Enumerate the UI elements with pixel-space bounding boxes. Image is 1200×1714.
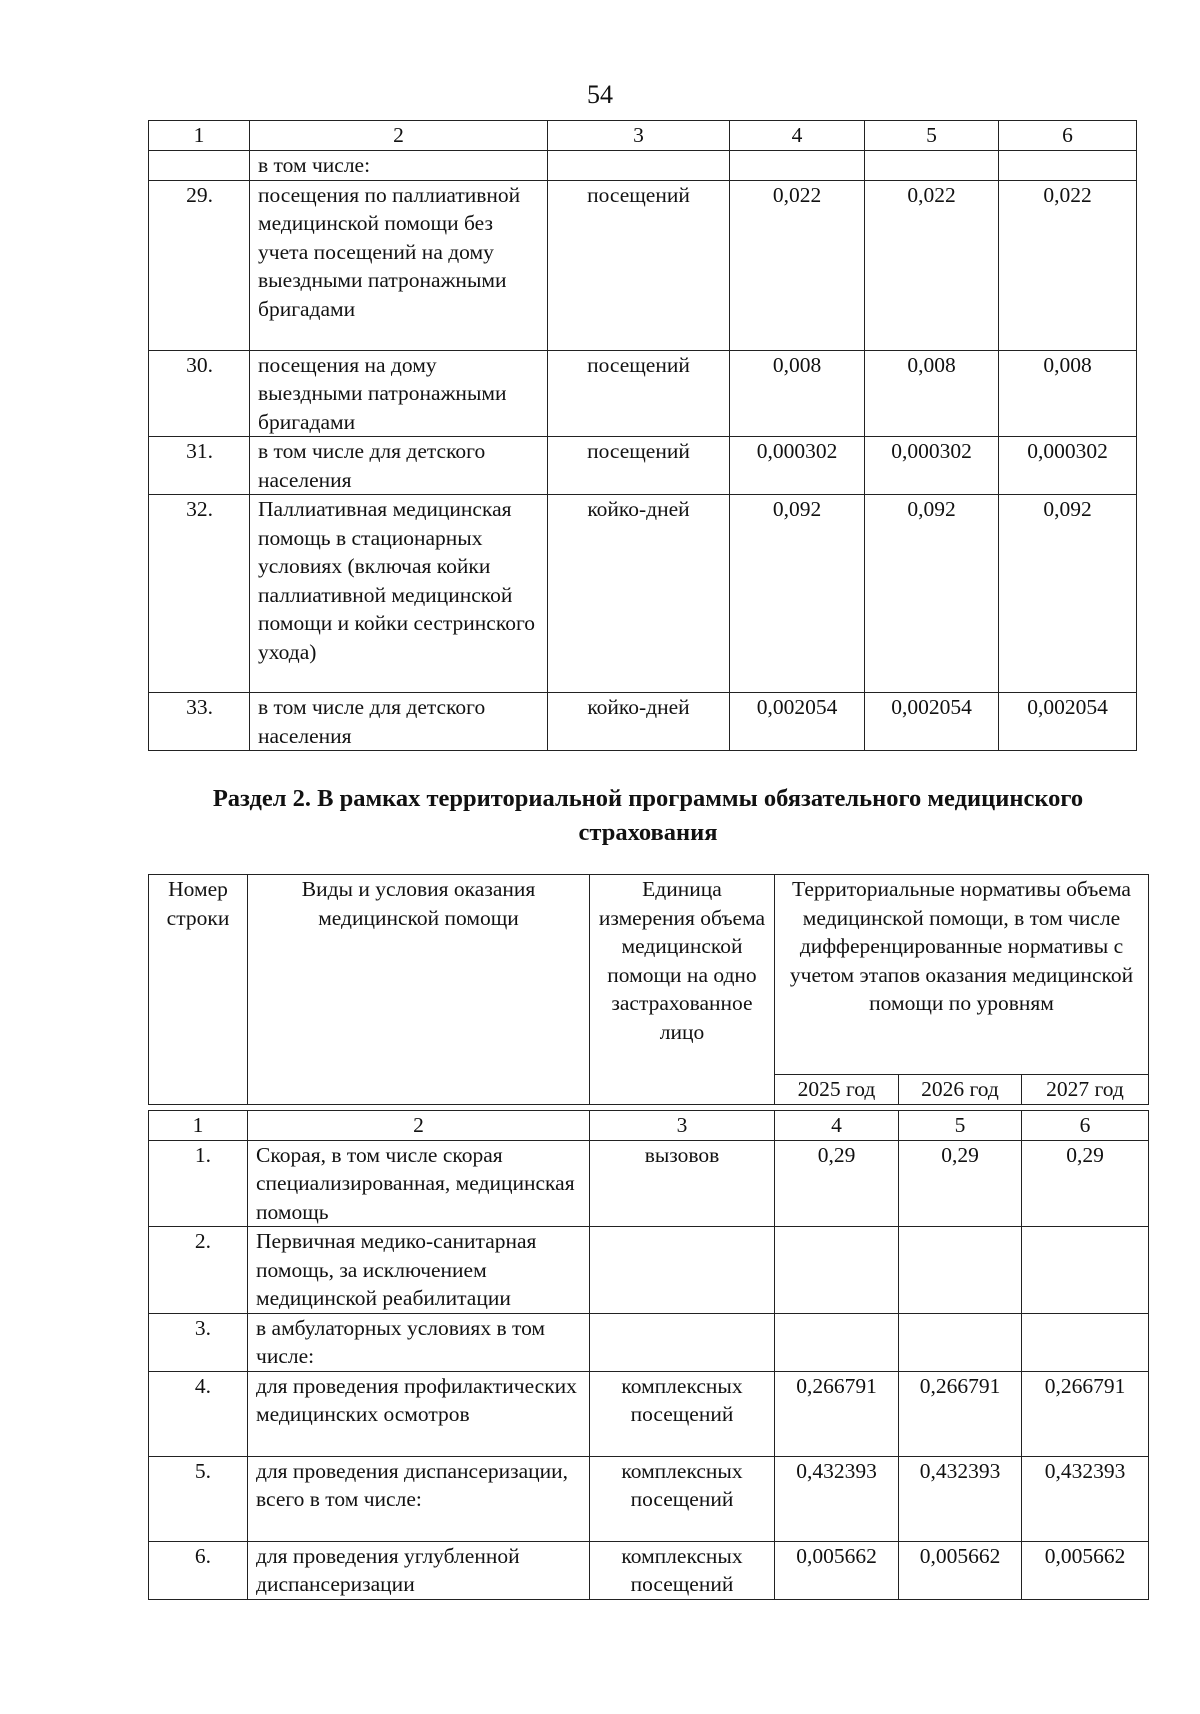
row-unit: посещений xyxy=(548,350,730,437)
row-number: 2. xyxy=(149,1227,248,1314)
row-number xyxy=(149,151,250,181)
row-value-2027: 0,005662 xyxy=(1022,1541,1149,1599)
row-number: 5. xyxy=(149,1456,248,1541)
row-value-2027 xyxy=(999,151,1137,181)
row-value-2025: 0,000302 xyxy=(730,437,865,495)
table-row xyxy=(149,1313,1149,1371)
table-row xyxy=(149,1140,1149,1227)
row-name: Скорая, в том числе скорая специализированная, медицинская помощь xyxy=(248,1140,590,1227)
row-value-2026: 0,002054 xyxy=(865,693,999,751)
row-value-2027 xyxy=(1022,1227,1149,1314)
head-year-2027: 2027 год xyxy=(1022,1075,1149,1105)
head-row-number: Номер строки xyxy=(149,875,248,1105)
row-value-2027: 0,29 xyxy=(1022,1140,1149,1227)
row-number: 32. xyxy=(149,495,250,693)
row-value-2026 xyxy=(899,1227,1022,1314)
row-value-2027 xyxy=(1022,1313,1149,1371)
row-value-2027: 0,000302 xyxy=(999,437,1137,495)
table2-header-col3: 3 xyxy=(590,1111,775,1141)
row-value-2026: 0,008 xyxy=(865,350,999,437)
row-number: 4. xyxy=(149,1371,248,1456)
row-number: 31. xyxy=(149,437,250,495)
row-value-2025: 0,266791 xyxy=(775,1371,899,1456)
row-unit: комплексных посещений xyxy=(590,1541,775,1599)
row-value-2025 xyxy=(775,1227,899,1314)
row-value-2027: 0,008 xyxy=(999,350,1137,437)
row-unit: посещений xyxy=(548,437,730,495)
table-section2 xyxy=(148,1110,1149,1600)
row-value-2026: 0,000302 xyxy=(865,437,999,495)
row-value-2026: 0,022 xyxy=(865,180,999,350)
row-number: 6. xyxy=(149,1541,248,1599)
head-norms: Территориальные нормативы объема медицинской помощи, в том числе дифференцированные нормативы с учетом этапов оказания медицинской помощи по уровням xyxy=(775,875,1149,1075)
row-name: для проведения углубленной диспансеризации xyxy=(248,1541,590,1599)
row-name: для проведения диспансеризации, всего в том числе: xyxy=(248,1456,590,1541)
row-unit: койко-дней xyxy=(548,693,730,751)
table2-header-col5: 5 xyxy=(899,1111,1022,1141)
row-value-2026 xyxy=(899,1313,1022,1371)
row-value-2027: 0,432393 xyxy=(1022,1456,1149,1541)
table-row xyxy=(149,495,1137,693)
table-row xyxy=(149,151,1137,181)
row-number: 33. xyxy=(149,693,250,751)
row-name: посещения на дому выездными патронажными бригадами xyxy=(250,350,548,437)
table2-header-col4: 4 xyxy=(775,1111,899,1141)
table-row xyxy=(149,1371,1149,1456)
row-number: 3. xyxy=(149,1313,248,1371)
table1-header-col4: 4 xyxy=(730,121,865,151)
table2-header-col2: 2 xyxy=(248,1111,590,1141)
row-value-2025: 0,005662 xyxy=(775,1541,899,1599)
table2-header-col6: 6 xyxy=(1022,1111,1149,1141)
table-row xyxy=(149,1227,1149,1314)
row-value-2025: 0,432393 xyxy=(775,1456,899,1541)
row-value-2027: 0,022 xyxy=(999,180,1137,350)
row-name: в том числе для детского населения xyxy=(250,437,548,495)
row-name: в том числе для детского населения xyxy=(250,693,548,751)
row-value-2025: 0,29 xyxy=(775,1140,899,1227)
row-unit: вызовов xyxy=(590,1140,775,1227)
row-unit xyxy=(590,1227,775,1314)
row-value-2026: 0,092 xyxy=(865,495,999,693)
row-unit xyxy=(548,151,730,181)
row-value-2025: 0,002054 xyxy=(730,693,865,751)
table-row xyxy=(149,1541,1149,1599)
row-name: для проведения профилактических медицинских осмотров xyxy=(248,1371,590,1456)
row-number: 30. xyxy=(149,350,250,437)
table-row xyxy=(149,437,1137,495)
table1-header-col3: 3 xyxy=(548,121,730,151)
table-row xyxy=(149,180,1137,350)
row-value-2025: 0,022 xyxy=(730,180,865,350)
row-unit xyxy=(590,1313,775,1371)
row-unit: койко-дней xyxy=(548,495,730,693)
table-section1 xyxy=(148,120,1137,751)
section2-title: Раздел 2. В рамках территориальной программы обязательного медицинского страхования xyxy=(212,785,1084,846)
row-value-2027: 0,266791 xyxy=(1022,1371,1149,1456)
row-unit: посещений xyxy=(548,180,730,350)
table-row xyxy=(149,350,1137,437)
table2-header-row xyxy=(149,1111,1149,1141)
head-unit: Единица измерения объема медицинской помощи на одно застрахованное лицо xyxy=(590,875,775,1105)
row-number: 29. xyxy=(149,180,250,350)
head-year-2026: 2026 год xyxy=(899,1075,1022,1105)
table1-header-col6: 6 xyxy=(999,121,1137,151)
table1-header-col2: 2 xyxy=(250,121,548,151)
row-value-2026 xyxy=(865,151,999,181)
table-row xyxy=(149,693,1137,751)
row-name: в амбулаторных условиях в том числе: xyxy=(248,1313,590,1371)
row-value-2025: 0,008 xyxy=(730,350,865,437)
head-year-2025: 2025 год xyxy=(775,1075,899,1105)
head-care-type: Виды и условия оказания медицинской помощи xyxy=(248,875,590,1105)
table1-header-col1: 1 xyxy=(149,121,250,151)
row-value-2026: 0,266791 xyxy=(899,1371,1022,1456)
row-value-2026: 0,29 xyxy=(899,1140,1022,1227)
table1-header-col5: 5 xyxy=(865,121,999,151)
table-section2-head xyxy=(148,874,1149,1105)
row-value-2026: 0,005662 xyxy=(899,1541,1022,1599)
table2-header-col1: 1 xyxy=(149,1111,248,1141)
row-value-2027: 0,002054 xyxy=(999,693,1137,751)
row-number: 1. xyxy=(149,1140,248,1227)
table-row xyxy=(149,1456,1149,1541)
row-value-2026: 0,432393 xyxy=(899,1456,1022,1541)
page-number: 54 xyxy=(587,80,613,109)
row-value-2025: 0,092 xyxy=(730,495,865,693)
table1-header-row xyxy=(149,121,1137,151)
row-unit: комплексных посещений xyxy=(590,1456,775,1541)
row-name: посещения по паллиативной медицинской помощи без учета посещений на дому выездными патронажными бригадами xyxy=(250,180,548,350)
row-name: Первичная медико-санитарная помощь, за исключением медицинской реабилитации xyxy=(248,1227,590,1314)
row-value-2025 xyxy=(775,1313,899,1371)
row-value-2025 xyxy=(730,151,865,181)
row-name: Паллиативная медицинская помощь в стационарных условиях (включая койки паллиативной медицинской помощи и койки сестринского ухода) xyxy=(250,495,548,693)
row-unit: комплексных посещений xyxy=(590,1371,775,1456)
row-name: в том числе: xyxy=(250,151,548,181)
row-value-2027: 0,092 xyxy=(999,495,1137,693)
